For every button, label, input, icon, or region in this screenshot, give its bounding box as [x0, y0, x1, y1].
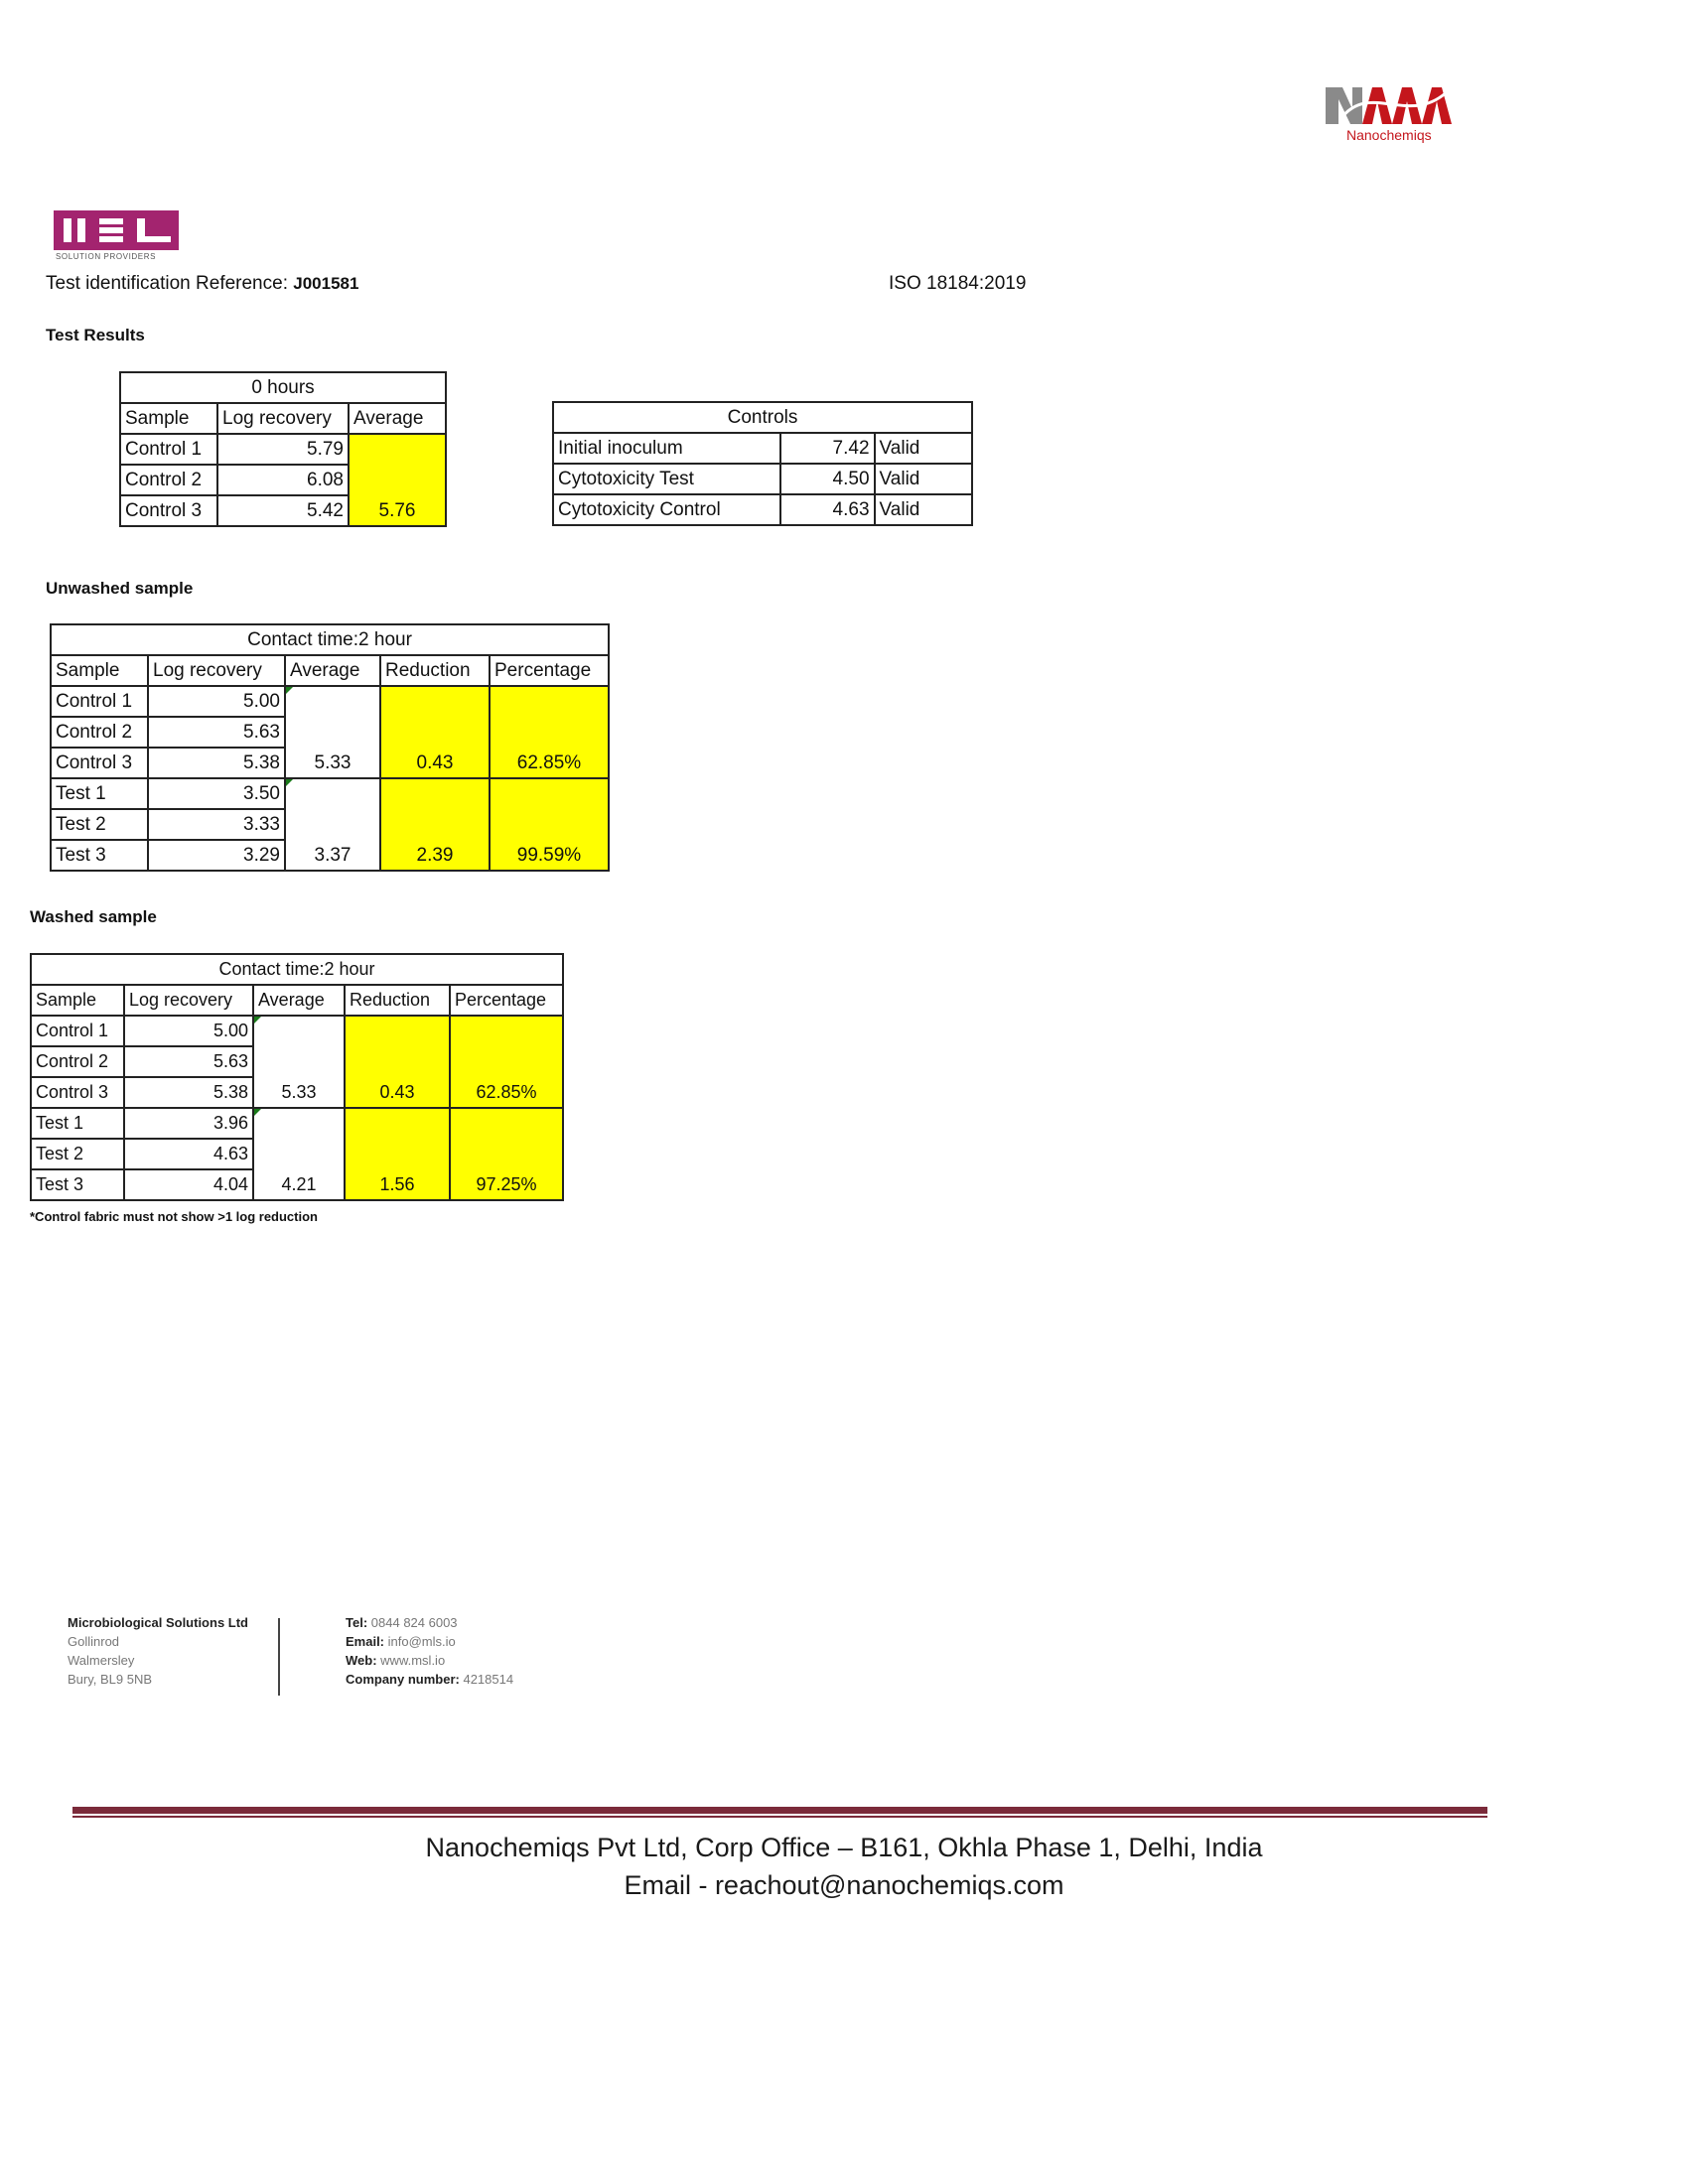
table-row [51, 748, 609, 778]
sample-name: Test 2 [51, 809, 148, 840]
company-value: 4218514 [463, 1672, 514, 1687]
average-cell [285, 778, 380, 809]
address-line: Bury, BL9 5NB [68, 1672, 153, 1687]
washed-table-title: Contact time:2 hour [31, 954, 563, 985]
col-header-average: Average [349, 403, 446, 434]
log-recovery-value: 5.79 [217, 434, 349, 465]
log-recovery-value: 6.08 [217, 465, 349, 495]
col-header-reduction: Reduction [345, 985, 450, 1016]
average-cell [253, 1046, 345, 1077]
percentage-cell [450, 1046, 563, 1077]
log-recovery-value: 3.33 [148, 809, 285, 840]
washed-table [30, 953, 564, 1201]
col-header-log-recovery: Log recovery [148, 655, 285, 686]
control-reduction-value: 0.43 [380, 748, 490, 778]
reduction-cell [345, 1016, 450, 1046]
sample-name: Test 3 [51, 840, 148, 871]
nanochemiqs-logo-text: Nanochemiqs [1346, 127, 1432, 143]
control-value: 4.50 [780, 464, 874, 494]
unwashed-section-title: Unwashed sample [46, 579, 194, 598]
sample-name: Control 1 [31, 1016, 124, 1046]
control-percentage-value: 62.85% [450, 1077, 563, 1108]
table-row [51, 717, 609, 748]
controls-title: Controls [553, 402, 972, 433]
control-status: Valid [875, 494, 972, 525]
percentage-cell [490, 778, 609, 809]
table-row [31, 1016, 563, 1046]
address-line: Walmersley [68, 1653, 135, 1668]
table-row [31, 1077, 563, 1108]
web-value: www.msl.io [380, 1653, 446, 1668]
table-row [51, 840, 609, 871]
log-recovery-value: 5.63 [148, 717, 285, 748]
control-name: Cytotoxicity Test [553, 464, 780, 494]
average-cell [285, 809, 380, 840]
table-row [31, 1169, 563, 1200]
company-label: Company number: [346, 1672, 460, 1687]
tel-value: 0844 824 6003 [370, 1615, 458, 1630]
average-cell [285, 717, 380, 748]
percentage-cell [450, 1108, 563, 1139]
sample-name: Test 3 [31, 1169, 124, 1200]
col-header-log-recovery: Log recovery [124, 985, 253, 1016]
percentage-cell [490, 686, 609, 717]
sample-name: Control 2 [31, 1046, 124, 1077]
lab-address [68, 1613, 248, 1689]
log-recovery-value: 5.38 [148, 748, 285, 778]
email-value: info@mls.io [387, 1634, 456, 1649]
col-header-percentage: Percentage [450, 985, 563, 1016]
footer-rule [72, 1807, 1487, 1814]
table-row [553, 464, 972, 494]
percentage-cell [450, 1139, 563, 1169]
table-row [31, 1046, 563, 1077]
col-header-reduction: Reduction [380, 655, 490, 686]
footer-email: Email - reachout@nanochemiqs.com [624, 1870, 1064, 1900]
control-value: 7.42 [780, 433, 874, 464]
log-recovery-value: 5.00 [148, 686, 285, 717]
address-divider [278, 1618, 280, 1696]
email-label: Email: [346, 1634, 385, 1649]
test-percentage-value: 99.59% [490, 840, 609, 871]
table-row [51, 778, 609, 809]
log-recovery-value: 4.63 [124, 1139, 253, 1169]
footnote: *Control fabric must not show >1 log reduction [30, 1209, 318, 1224]
col-header-average: Average [285, 655, 380, 686]
control-percentage-value: 62.85% [490, 748, 609, 778]
msl-logo-mark [54, 210, 179, 250]
test-average-value: 4.21 [253, 1169, 345, 1200]
col-header-sample: Sample [120, 403, 217, 434]
test-percentage-value: 97.25% [450, 1169, 563, 1200]
washed-section-title: Washed sample [30, 907, 157, 926]
table-row [51, 686, 609, 717]
lab-contact [346, 1613, 513, 1689]
control-status: Valid [875, 464, 972, 494]
sample-name: Test 1 [51, 778, 148, 809]
col-header-sample: Sample [51, 655, 148, 686]
sample-name: Test 1 [31, 1108, 124, 1139]
sample-name: Control 2 [120, 465, 217, 495]
unwashed-table [50, 623, 610, 872]
log-recovery-value: 5.00 [124, 1016, 253, 1046]
iso-standard: ISO 18184:2019 [889, 273, 1027, 294]
nanochemiqs-logo-mark [1321, 79, 1489, 129]
reference-label: Test identification Reference: [46, 273, 288, 294]
table-row [553, 433, 972, 464]
log-recovery-value: 3.96 [124, 1108, 253, 1139]
zero-hours-table [119, 371, 447, 527]
reduction-cell [380, 778, 490, 809]
sample-name: Control 1 [51, 686, 148, 717]
reduction-cell [380, 717, 490, 748]
average-value: 5.76 [349, 495, 446, 526]
percentage-cell [450, 1016, 563, 1046]
sample-name: Control 3 [31, 1077, 124, 1108]
msl-tagline: SOLUTION PROVIDERS [56, 252, 157, 261]
nanochemiqs-logo [1321, 79, 1489, 149]
control-value: 4.63 [780, 494, 874, 525]
reduction-cell [345, 1108, 450, 1139]
footer-address: Nanochemiqs Pvt Ltd, Corp Office – B161, Okhla Phase 1, Delhi, India [425, 1833, 1263, 1862]
average-cell [253, 1016, 345, 1046]
log-recovery-value: 4.04 [124, 1169, 253, 1200]
reduction-cell [380, 686, 490, 717]
web-label: Web: [346, 1653, 377, 1668]
lab-name: Microbiological Solutions Ltd [68, 1615, 248, 1630]
table-row [553, 494, 972, 525]
sample-name: Test 2 [31, 1139, 124, 1169]
col-header-sample: Sample [31, 985, 124, 1016]
test-reduction-value: 2.39 [380, 840, 490, 871]
col-header-percentage: Percentage [490, 655, 609, 686]
tel-label: Tel: [346, 1615, 368, 1630]
test-average-value: 3.37 [285, 840, 380, 871]
sample-name: Control 1 [120, 434, 217, 465]
average-cell [285, 686, 380, 717]
address-line: Gollinrod [68, 1634, 120, 1649]
reference-value: J001581 [293, 274, 359, 293]
msl-logo [54, 210, 183, 270]
control-average-value: 5.33 [285, 748, 380, 778]
control-reduction-value: 0.43 [345, 1077, 450, 1108]
table-row [51, 809, 609, 840]
table-row [31, 1108, 563, 1139]
col-header-log-recovery: Log recovery [217, 403, 349, 434]
control-name: Cytotoxicity Control [553, 494, 780, 525]
percentage-cell [490, 809, 609, 840]
log-recovery-value: 3.29 [148, 840, 285, 871]
log-recovery-value: 5.63 [124, 1046, 253, 1077]
control-status: Valid [875, 433, 972, 464]
log-recovery-value: 5.38 [124, 1077, 253, 1108]
test-reference [46, 273, 358, 295]
table-row [120, 434, 446, 465]
log-recovery-value: 5.42 [217, 495, 349, 526]
reduction-cell [345, 1046, 450, 1077]
sample-name: Control 2 [51, 717, 148, 748]
average-cell [349, 465, 446, 495]
control-average-value: 5.33 [253, 1077, 345, 1108]
control-name: Initial inoculum [553, 433, 780, 464]
test-reduction-value: 1.56 [345, 1169, 450, 1200]
table-row [31, 1139, 563, 1169]
table-row [120, 465, 446, 495]
col-header-average: Average [253, 985, 345, 1016]
average-cell [253, 1139, 345, 1169]
sample-name: Control 3 [120, 495, 217, 526]
log-recovery-value: 3.50 [148, 778, 285, 809]
footer-rule-thin [72, 1816, 1487, 1818]
average-cell [349, 434, 446, 465]
percentage-cell [490, 717, 609, 748]
reduction-cell [380, 809, 490, 840]
test-results-title: Test Results [46, 326, 145, 344]
reduction-cell [345, 1139, 450, 1169]
average-cell [253, 1108, 345, 1139]
unwashed-table-title: Contact time:2 hour [51, 624, 609, 655]
controls-table [552, 401, 973, 526]
sample-name: Control 3 [51, 748, 148, 778]
zero-hours-title: 0 hours [120, 372, 446, 403]
table-row [120, 495, 446, 526]
